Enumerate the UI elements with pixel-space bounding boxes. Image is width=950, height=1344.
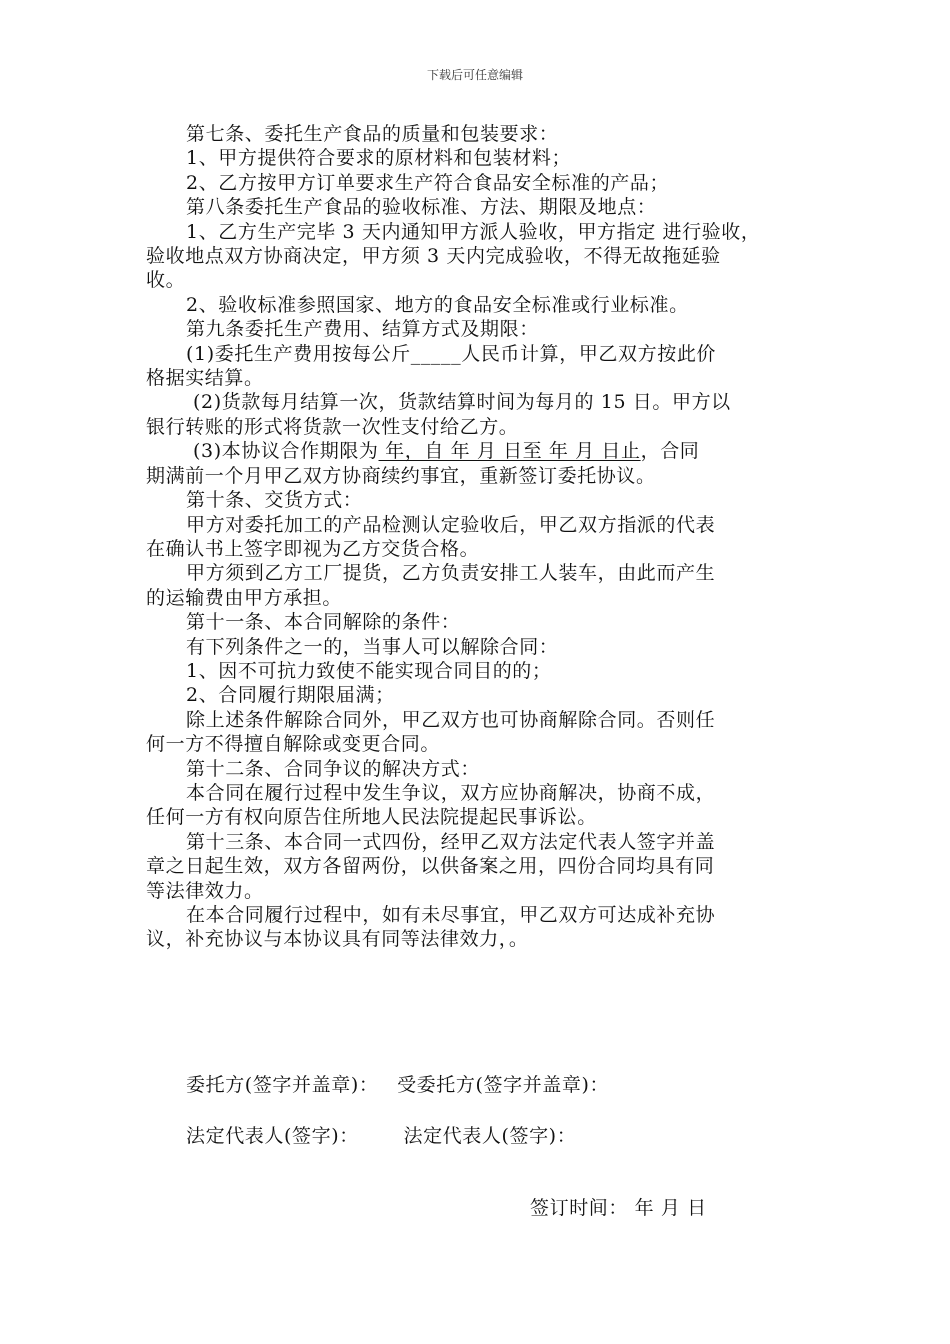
article-11-item-1: 1、因不可抗力致使不能实现合同目的的； <box>186 659 552 682</box>
rep-a-signature-label: 法定代表人(签字)： <box>186 1125 359 1147</box>
article-9-item-1-text-b: 人民币计算，甲乙双方按此价 <box>461 342 717 365</box>
article-10-p2-line-1: 甲方须到乙方工厂提货，乙方负责安排工人装车，由此而产生 <box>186 562 716 585</box>
closing-line-1: 在本合同履行过程中，如有未尽事宜，甲乙双方可达成补充协 <box>186 904 716 926</box>
article-9-item-1-text-a: (1)委托生产费用按每公斤 <box>186 342 411 365</box>
article-9-item-3-text-a: (3)本协议合作期限为 <box>193 440 379 463</box>
article-13-line-2: 章之日起生效，双方各留两份，以供备案之用，四份合同均具有同 <box>146 855 715 878</box>
article-8-item-1-line-1: 1、乙方生产完毕 3 天内通知甲方派人验收，甲方指定 进行验收， <box>186 220 761 243</box>
rep-b-signature-label: 法定代表人(签字)： <box>403 1125 577 1147</box>
article-11-title: 第十一条、本合同解除的条件： <box>186 611 461 634</box>
term-period-underlined: 年，自 年 月 日至 年 月 日止 <box>378 440 641 463</box>
article-9-item-1-line-2: 格据实结算。 <box>146 367 264 390</box>
article-7-title: 第七条、委托生产食品的质量和包装要求： <box>186 123 559 145</box>
article-8-item-1-line-3: 收。 <box>146 269 186 292</box>
article-11-item-2: 2、合同履行期限届满； <box>186 684 395 707</box>
article-11-p-line-2: 何一方不得擅自解除或变更合同。 <box>146 733 441 756</box>
article-10-title: 第十条、交货方式： <box>186 489 363 512</box>
article-9-item-3 <box>146 439 818 463</box>
article-10-p1-line-2: 在确认书上签字即视为乙方交货合格。 <box>146 537 480 560</box>
article-8-item-1-line-2: 验收地点双方协商决定，甲方须 3 天内完成验收，不得无故拖延验 <box>146 245 721 268</box>
party-a-signature-label: 委托方(签字并盖章)： <box>186 1074 379 1096</box>
article-10-p1-line-1: 甲方对委托加工的产品检测认定验收后，甲乙双方指派的代表 <box>186 513 716 536</box>
article-7-item-2: 2、乙方按甲方订单要求生产符合食品安全标准的产品； <box>186 171 670 194</box>
article-13-line-1: 第十三条、本合同一式四份，经甲乙双方法定代表人签字并盖 <box>186 830 716 853</box>
article-9-item-1 <box>146 342 818 366</box>
article-12-p-line-1: 本合同在履行过程中发生争议，双方应协商解决，协商不成， <box>186 781 716 804</box>
signature-row-parties <box>186 1070 609 1097</box>
article-9-item-2-line-1: (2)货款每月结算一次，货款结算时间为每月的 15 日。甲方以 <box>193 391 731 414</box>
article-12-p-line-2: 任何一方有权向原告住所地人民法院提起民事诉讼。 <box>146 806 597 829</box>
price-blank: _____ <box>410 342 462 365</box>
page-header-note: 下载后可任意编辑 <box>426 68 523 82</box>
article-9-title: 第九条委托生产费用、结算方式及期限： <box>186 318 539 341</box>
signing-date-line: 签订时间： 年 月 日 <box>530 1197 707 1219</box>
contract-body <box>146 122 818 952</box>
article-7-item-1: 1、甲方提供符合要求的原材料和包装材料； <box>186 147 572 170</box>
article-12-title: 第十二条、合同争议的解决方式： <box>186 757 481 780</box>
article-8-title: 第八条委托生产食品的验收标准、方法、期限及地点： <box>186 196 657 219</box>
article-11-intro: 有下列条件之一的，当事人可以解除合同： <box>186 635 559 658</box>
article-9-item-3-line-2: 期满前一个月甲乙双方协商续约事宜，重新签订委托协议。 <box>146 464 656 487</box>
closing-line-2: 议，补充协议与本协议具有同等法律效力，。 <box>146 928 529 951</box>
article-9-item-3-text-b: ，合同 <box>640 440 700 463</box>
article-9-item-2-line-2: 银行转账的形式将货款一次性支付给乙方。 <box>146 415 519 438</box>
article-8-item-2: 2、验收标准参照国家、地方的食品安全标准或行业标准。 <box>186 293 689 316</box>
article-11-p-line-1: 除上述条件解除合同外，甲乙双方也可协商解除合同。否则任 <box>186 708 716 731</box>
article-10-p2-line-2: 的运输费由甲方承担。 <box>146 586 343 609</box>
party-b-signature-label: 受委托方(签字并盖章)： <box>397 1074 610 1096</box>
signature-row-representatives <box>186 1121 576 1148</box>
article-13-line-3: 等法律效力。 <box>146 879 264 902</box>
